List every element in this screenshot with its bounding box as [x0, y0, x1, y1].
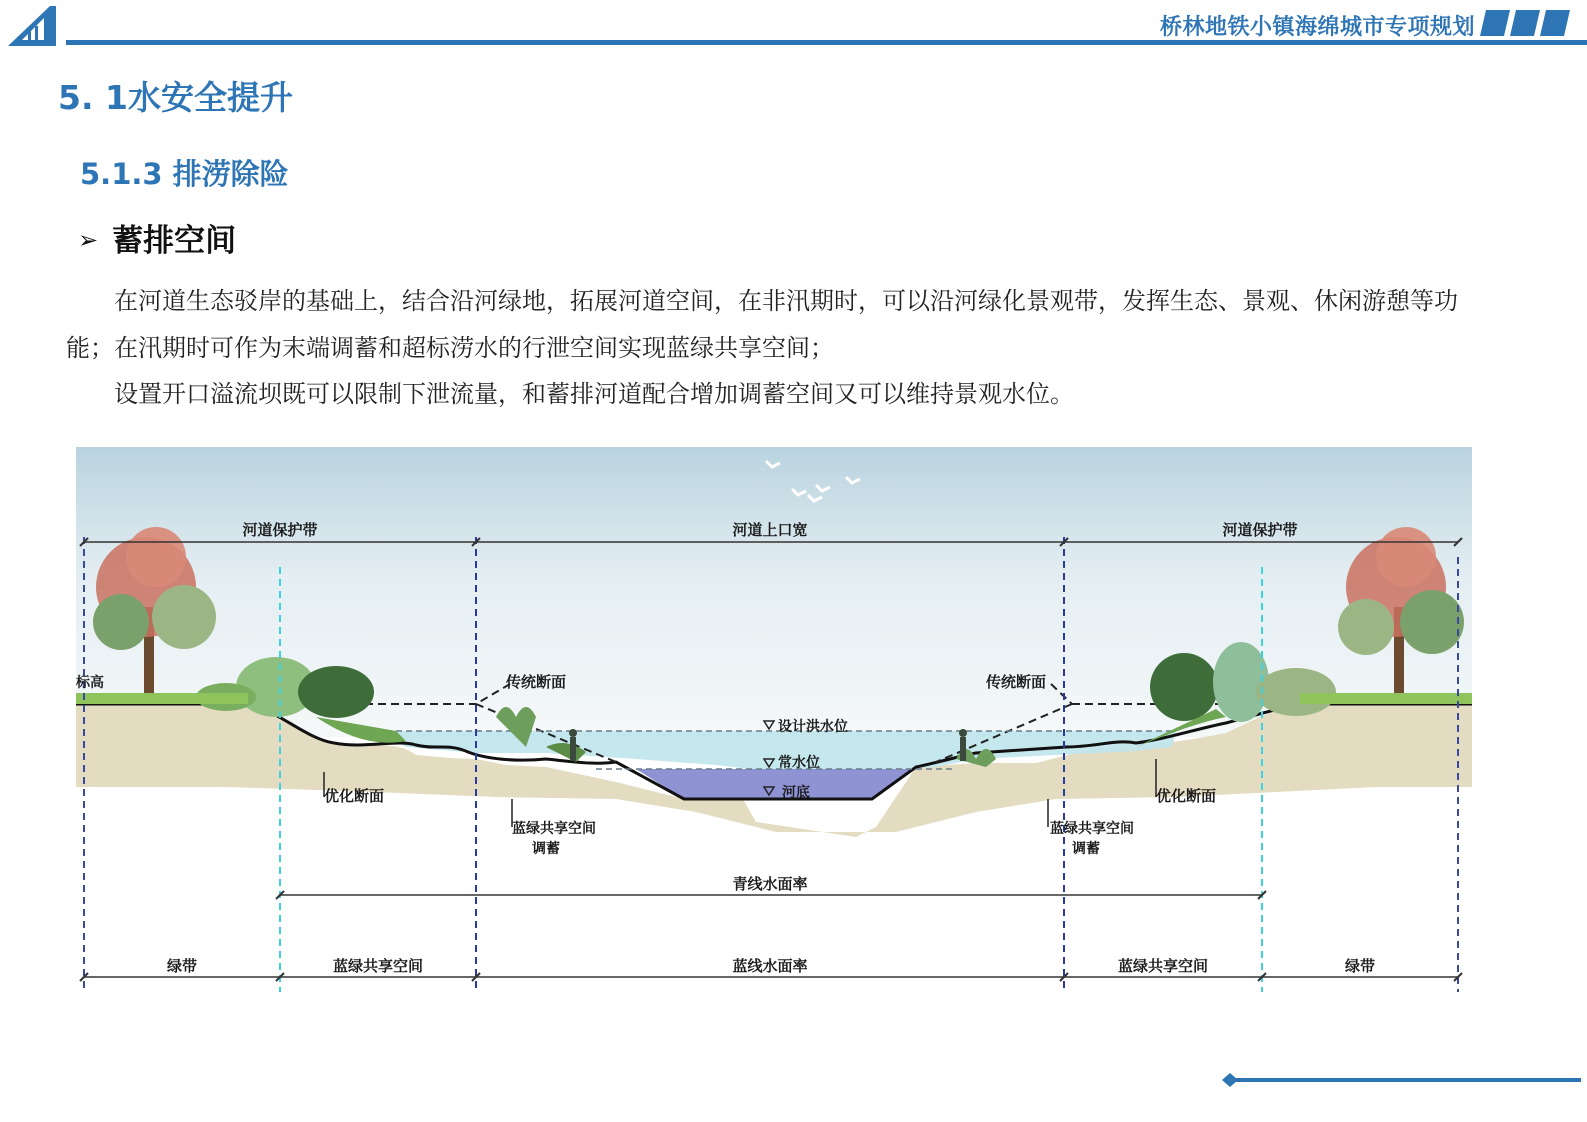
arrow-bullet-icon: ➢ — [78, 226, 99, 254]
label-shared-space-left: 蓝绿共享空间 — [512, 821, 596, 837]
body-paragraph-2: 设置开口溢流坝既可以限制下泄流量，和蓄排河道配合增加调蓄空间又可以维持景观水位。 — [114, 380, 1074, 408]
footer-decoration — [0, 1070, 1587, 1090]
logo-icon — [8, 6, 56, 46]
bullet-heading-text: 蓄排空间 — [112, 223, 237, 259]
segment-label-shared-right: 蓝绿共享空间 — [1117, 957, 1209, 975]
label-river-protection-right: 河道保护带 — [1222, 521, 1298, 539]
label-shared-space-right: 蓝绿共享空间 — [1050, 821, 1134, 837]
label-storage-left: 调蓄 — [532, 841, 560, 857]
label-traditional-left: 传统断面 — [505, 673, 567, 691]
river-cross-section-diagram — [76, 447, 1472, 1007]
label-design-flood-level: 设计洪水位 — [778, 719, 848, 735]
bullet-heading — [78, 215, 236, 260]
subsection-title: 5.1.3 排涝除险 — [80, 157, 289, 191]
label-blue-line-upper: 青线水面率 — [732, 875, 808, 893]
footer-rule — [1236, 1078, 1581, 1082]
segment-label-blue-line: 蓝线水面率 — [732, 957, 808, 975]
segment-label-green-left: 绿带 — [166, 957, 198, 975]
cross-section-svg — [76, 447, 1472, 1007]
document-title: 桥林地铁小镇海绵城市专项规划 — [1159, 15, 1475, 40]
label-riverbed: 河底 — [782, 785, 810, 801]
label-normal-water-level: 常水位 — [778, 755, 820, 771]
footer-rule-svg — [0, 1070, 1587, 1090]
label-river-protection-left: 河道保护带 — [242, 521, 318, 539]
label-river-top-width: 河道上口宽 — [732, 521, 808, 539]
section-title: 5. 1水安全提升 — [58, 78, 293, 117]
label-optimized-right: 优化断面 — [1155, 787, 1217, 805]
header-bars-icon — [1480, 10, 1570, 36]
segment-label-shared-left: 蓝绿共享空间 — [332, 957, 424, 975]
segment-label-green-right: 绿带 — [1344, 957, 1376, 975]
label-elevation: 标高 — [76, 675, 104, 691]
page-header — [0, 0, 1587, 60]
footer-diamond-icon — [1222, 1073, 1238, 1087]
label-optimized-left: 优化断面 — [323, 787, 385, 805]
label-storage-right: 调蓄 — [1072, 841, 1100, 857]
label-traditional-right: 传统断面 — [985, 673, 1047, 691]
body-paragraph-1: 在河道生态驳岸的基础上，结合沿河绿地，拓展河道空间，在非汛期时，可以沿河绿化景观带，发挥生态、景观、休闲游憩等功能；在汛期时可作为末端调蓄和超标涝水的行泄空间实现蓝绿共享空间； — [66, 287, 1458, 362]
